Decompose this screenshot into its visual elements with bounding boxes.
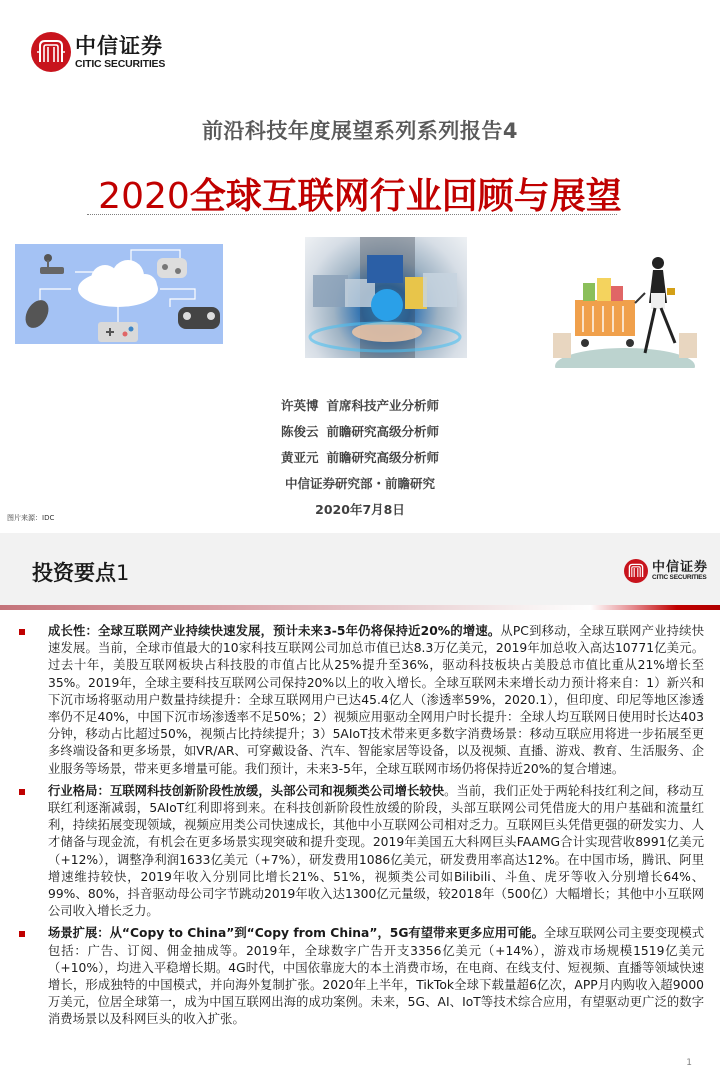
department: 中信证券研究部・前瞻研究 (284, 476, 435, 491)
digital-globe-hand-photo (305, 237, 467, 358)
highlight-lead: 场景扩展：从“Copy to China”到“Copy from China”，5G有望带来更多应用可能。 (48, 926, 544, 941)
bullet-square-icon (19, 931, 25, 937)
highlight-body: 。当前，我们正处于两轮科技红利之间，移动互联红利逐渐减弱，5AIoT红利即将到来。在科技创新阶段性放缓的阶段，头部互联网公司凭借庞大的用户基础和流量红利，持续拓展变现领域，视频应用类公司快速成长，其他中小互联网公司相对乏力。互联网巨头凭借更强的研发实力、人才储备与现金流，有机会在更多场景实现突破和提升变现。2019年美国五大科网巨头FAAMG合计实现营收8991亿美元（+12%），调整净利润1633亿美元（+7%），研发费用1086亿美元，研发费用率高达12%。在中国市场，腾讯、阿里增速维持较快，2019年收入分别同比增长21%、51%，视频类公司如Bilibili、斗鱼、虎牙等收入分别增长64%、99%、80%，抖音驱动母公司字节跳动2019年收入达1300亿元量级，较2018年（500亿）大幅增长；其他中小互联网公司收入增长乏力。 (48, 783, 704, 919)
author-item (0, 419, 720, 445)
page-title (32, 557, 129, 587)
author-title: 首席科技产业分析师 (326, 398, 440, 413)
image-source-note: 图片来源：IDC (7, 514, 55, 522)
highlight-list (0, 623, 720, 1034)
author-item (0, 393, 720, 419)
highlight-body: 从PC到移动，全球互联网产业持续快速发展。当前，全球市值最大的10家科技互联网公司加总市值已达8.3万亿美元，2019年加总收入高达10771亿美元。过去十年，美股互联网板块占科技股的市值占比从25%提升至36%，驱动科技板块占美股总市值比重从21%增长至35%。2019年，全球主要科技互联网公司保持20%以上的收入增长。全球互联网未来增长动力预计将来自：1）新兴和下沉市场将驱动用户数量持续提升：全球互联网用户已达45.4亿人（渗透率59%，2020.1），但印度、印尼等地区渗透率仍不足40%，中国下沉市场渗透率不足50%；2）视频应用驱动全网用户时长提升：全球人均互联网日使用时长达403分钟，移动占比超过50%，视频占比持续提升；3）5AIoT技术带来更多数字消费场景：移动互联应用将进一步拓展至更多终端设备和更多场景，如VR/AR、可穿戴设备、汽车、智能家居等设备，以及视频、直播、游戏、教育、生活服务、企业服务等场景，带来更多增量可能。我们预计，未来3-5年，全球互联网市场仍将保持近20%的复合增速。 (48, 624, 704, 776)
bullet-square-icon (19, 629, 25, 635)
page-header (0, 533, 720, 605)
report-title (0, 168, 720, 219)
page-title-number: 1 (116, 561, 130, 585)
author-list (0, 393, 720, 523)
highlight-lead: 成长性：全球互联网产业持续快速发展，预计未来3-5年仍将保持近20%的增速。 (48, 624, 501, 638)
citic-emblem-icon (31, 32, 71, 72)
header-accent-bar (0, 605, 720, 610)
author-title: 前瞻研究高级分析师 (326, 450, 440, 465)
report-title-year: 2020 (98, 176, 190, 217)
shopping-cart-illustration (545, 248, 705, 368)
brand-name-en: CITIC SECURITIES (651, 573, 707, 581)
highlight-lead: 行业格局：互联网科技创新阶段性放缓，头部公司和视频类公司增长较快 (48, 783, 445, 798)
highlight-landscape (0, 783, 720, 921)
series-title: 前沿科技年度展望系列系列报告4 (201, 119, 519, 143)
author-name: 陈俊云 (280, 424, 319, 439)
highlight-scenarios (0, 925, 720, 1028)
author-name: 黄亚元 (280, 450, 319, 465)
highlight-body: 全球互联网公司主要变现模式包括：广告、订阅、佣金抽成等。2019年，全球数字广告开支3356亿美元（+14%），游戏市场规模1519亿美元（+10%），均进入平稳增长期。4G时代，中国依靠庞大的本土消费市场，在电商、在线支付、短视频、直播等领域快速增长，形成独特的中国模式，并向海外复制扩张。2020年上半年，TikTok全球下载量超6亿次，APP月内购收入超9000万美元，位居全球第一，成为中国互联网出海的成功案例。未来，5G、AI、IoT等技术综合应用，有望驱动更广泛的数字消费场景以及科网巨头的收入扩张。 (48, 926, 704, 1027)
author-title: 前瞻研究高级分析师 (326, 424, 440, 439)
author-name: 许英博 (280, 398, 319, 413)
page-number: 1 (686, 1058, 692, 1068)
cloud-gaming-illustration (15, 244, 223, 344)
brand-name-en: CITIC SECURITIES (75, 57, 166, 70)
highlight-growth (0, 623, 720, 778)
brand-name-cn: 中信证券 (75, 32, 163, 58)
author-item (0, 445, 720, 471)
cover-page (0, 0, 720, 533)
report-title-text: 全球互联网行业回顾与展望 (189, 176, 622, 217)
page-title-text: 投资要点 (32, 561, 116, 585)
investment-highlights-page (0, 533, 720, 1080)
brand-name-cn: 中信证券 (651, 559, 708, 575)
citic-logo-small (624, 559, 708, 583)
title-divider (87, 214, 617, 215)
citic-logo (31, 32, 165, 72)
citic-emblem-icon (624, 559, 648, 583)
bullet-square-icon (19, 789, 25, 795)
report-date: 2020年7月8日 (315, 502, 405, 517)
